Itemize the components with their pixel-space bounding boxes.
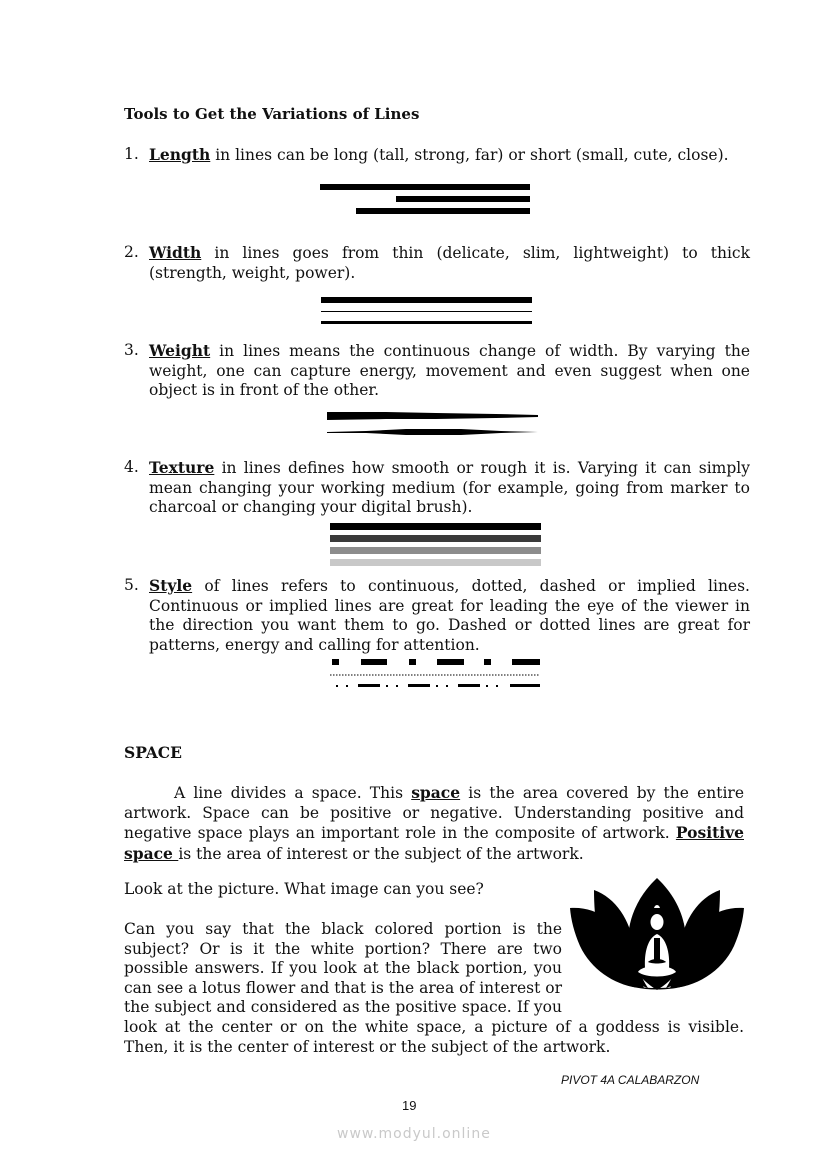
item-number: 2. bbox=[124, 243, 139, 261]
space-text-1: A line divides a space. This bbox=[174, 784, 412, 802]
item-text: in lines means the continuous change of width. By varying the weight, one can capture energy, movement and even suggest when one object is in front of the other. bbox=[149, 342, 750, 400]
term-style: Style bbox=[149, 576, 193, 595]
list-item-width bbox=[124, 243, 750, 283]
item-number: 5. bbox=[124, 576, 139, 594]
length-line-medium bbox=[396, 196, 530, 202]
term-space: space bbox=[411, 783, 461, 802]
texture-line-gray bbox=[330, 547, 541, 554]
watermark: www.modyul.online bbox=[337, 1126, 491, 1142]
list-item-texture bbox=[124, 458, 750, 518]
look-paragraph: Look at the picture. What image can you see? bbox=[124, 880, 484, 898]
space-title: SPACE bbox=[124, 743, 182, 762]
length-line-short bbox=[356, 208, 530, 214]
style-line-implied bbox=[336, 684, 540, 687]
space-text-3: is the area of interest or the subject of the artwork. bbox=[178, 844, 584, 863]
term-texture: Texture bbox=[149, 458, 215, 477]
weight-lines-illustration bbox=[326, 408, 540, 438]
texture-line-black bbox=[330, 523, 541, 530]
term-weight: Weight bbox=[149, 341, 211, 360]
list-item-length bbox=[124, 145, 750, 166]
item-text: of lines refers to continuous, dotted, dashed or implied lines. Continuous or implied lines are great for leading the eye of the viewer in the direction you want them to go. Dashed or dotted lines are great for patterns, energy and calling for attention. bbox=[149, 577, 750, 654]
width-line-thick bbox=[321, 297, 532, 303]
footer-organization: PIVOT 4A CALABARZON bbox=[561, 1073, 700, 1087]
width-line-thin bbox=[321, 311, 532, 312]
width-line-medium bbox=[321, 321, 532, 324]
item-number: 1. bbox=[124, 145, 139, 163]
item-text: in lines can be long (tall, strong, far) or short (small, cute, close). bbox=[210, 146, 729, 164]
item-number: 3. bbox=[124, 341, 139, 359]
term-length: Length bbox=[149, 145, 211, 164]
texture-line-dark-gray bbox=[330, 535, 541, 542]
style-lines-illustration bbox=[328, 656, 544, 692]
item-text: in lines defines how smooth or rough it is. Varying it can simply mean changing your working medium (for example, going from marker to charcoal or changing your digital brush). bbox=[149, 459, 750, 517]
length-line-long bbox=[320, 184, 530, 190]
list-item-weight bbox=[124, 341, 750, 401]
item-text: in lines goes from thin (delicate, slim, lightweight) to thick (strength, weight, power). bbox=[149, 244, 750, 282]
space-text-2: is the area covered by the entire artwork. Space can be positive or negative. Understanding positive and negative space plays an important role in the composite of artwork. bbox=[124, 784, 744, 843]
term-width: Width bbox=[149, 243, 202, 262]
style-line-dash-dot bbox=[332, 659, 540, 665]
list-item-style bbox=[124, 576, 750, 655]
image-float-spacer bbox=[562, 920, 744, 1002]
weight-line-tapering bbox=[327, 412, 538, 420]
section-title: Tools to Get the Variations of Lines bbox=[124, 105, 420, 123]
can-paragraph bbox=[124, 920, 744, 1057]
term-positive-space: Positive space bbox=[124, 823, 744, 863]
texture-line-light-gray bbox=[330, 559, 541, 566]
page-number: 19 bbox=[402, 1098, 417, 1113]
weight-line-swelling bbox=[327, 429, 538, 435]
space-paragraph bbox=[124, 783, 744, 864]
item-number: 4. bbox=[124, 458, 139, 476]
can-text: Can you say that the black colored portion is the subject? Or is it the white portion? There are two possible answers. If you look at the black portion, you can see a lotus flower and that is the area of interest or the subject and considered as the positive space. If you look at the center or on the white space, a picture of a goddess is visible. Then, it is the center of interest or the subject of the artwork. bbox=[124, 920, 744, 1056]
